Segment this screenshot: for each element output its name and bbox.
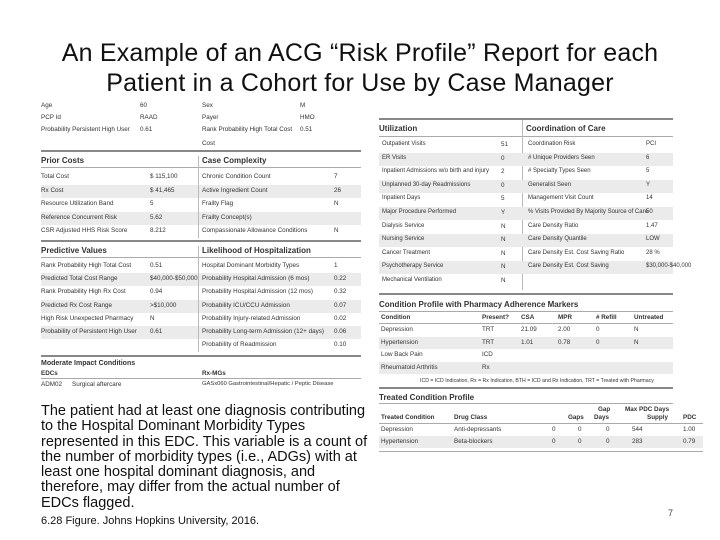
header-underline xyxy=(379,423,703,424)
treated-cell: 0 xyxy=(552,438,556,445)
table-label: Probability ICU/CCU Admission xyxy=(202,301,290,309)
treated-cell: 0 xyxy=(606,438,610,445)
condition-cell: Rx xyxy=(482,363,490,371)
table-label: Chronic Condition Count xyxy=(202,173,271,180)
section-divider xyxy=(41,355,361,357)
table-value: $40,000-$50,000 xyxy=(150,275,198,283)
treated-col-gaps: Gaps xyxy=(568,414,584,421)
utilization-value: 0 xyxy=(501,154,505,162)
table-label: Probability Hospital Admission (6 mos) xyxy=(202,275,310,283)
table-label: Predicted Rx Cost Range xyxy=(41,301,113,309)
coordination-value: 14 xyxy=(646,195,653,202)
table-value: 0.32 xyxy=(334,288,347,296)
utilization-label: Unplanned 30-day Readmissions xyxy=(382,181,471,188)
table-label: Rank Probability High Rx Cost xyxy=(41,288,126,296)
rxmg-column-header: Rx-MGs xyxy=(202,370,226,377)
utilization-value: N xyxy=(501,222,506,230)
figure-caption: 6.28 Figure. Johns Hopkins University, 2016. xyxy=(41,515,260,527)
coordination-value: 28 % xyxy=(646,249,660,256)
table-label: Active Ingredient Count xyxy=(202,186,268,194)
treated-cell: 0 xyxy=(578,426,582,433)
coordination-label: Management Visit Count xyxy=(528,195,594,202)
section-header-left: Predictive Values xyxy=(41,246,107,255)
table-value: 26 xyxy=(334,186,342,194)
table-value: N xyxy=(334,227,339,234)
page-number: 7 xyxy=(668,508,674,518)
table-label: Hospital Dominant Morbidity Types xyxy=(202,262,300,269)
treated-cell: Depression xyxy=(381,426,413,433)
table-value: 0.10 xyxy=(334,341,347,349)
condition-column-header: CSA xyxy=(521,314,535,321)
coordination-header: Coordination of Care xyxy=(526,124,606,133)
title-line-2: Patient in a Cohort for Use by Case Manager xyxy=(106,69,614,97)
header-underline xyxy=(379,403,673,404)
coordination-label: Care Density Est. Cost Saving xyxy=(528,263,609,270)
condition-cell: TRT xyxy=(482,338,495,346)
utilization-label: Nursing Service xyxy=(382,236,425,243)
treated-col-top-gap: Gap xyxy=(598,406,611,413)
table-label: Total Cost xyxy=(41,173,69,180)
condition-cell: Hypertension xyxy=(381,338,419,346)
treated-col-drug: Drug Class xyxy=(454,414,488,421)
coordination-value: 5 xyxy=(646,168,650,175)
utilization-label: Mechanical Ventilation xyxy=(382,277,442,283)
row-shade xyxy=(379,153,673,166)
treated-col-condition: Treated Condition xyxy=(381,414,435,421)
utilization-value: 5 xyxy=(501,195,505,203)
explanatory-note: The patient had at least one diagnosis contributing to the Hospital Dominant Morbidity Types represented in this EDC. This variable is a count of the number of morbidity types (i.e., ADGs) with at least one hospital dominant diagnosis, and therefore, may differ from the actual number of EDCs flagged. xyxy=(41,403,368,511)
table-label: Probability of Readmission xyxy=(202,341,277,349)
column-divider xyxy=(198,246,199,352)
utilization-value: 51 xyxy=(501,141,509,148)
demographic-value: 0.61 xyxy=(140,126,153,133)
header-underline xyxy=(41,167,361,168)
condition-cell: Depression xyxy=(381,326,413,333)
condition-cell: 0 xyxy=(596,326,600,333)
section-divider xyxy=(379,293,673,295)
demographic-label: Age xyxy=(41,102,53,109)
treated-col-days: Days xyxy=(594,414,610,421)
condition-column-header: Untreated xyxy=(634,314,664,321)
edc-description: Surgical aftercare xyxy=(72,381,122,388)
section-divider xyxy=(41,150,361,152)
table-label: Predicted Total Cost Range xyxy=(41,275,118,283)
coordination-label: % Visits Provided By Majority Source of Care xyxy=(528,209,648,215)
utilization-label: Major Procedure Performed xyxy=(382,209,457,215)
header-underline xyxy=(41,378,361,379)
section-divider xyxy=(379,387,673,389)
coordination-label: # Unique Providers Seen xyxy=(528,154,595,161)
condition-cell: N xyxy=(634,338,639,346)
utilization-label: ER Visits xyxy=(382,154,407,161)
condition-cell: 2.00 xyxy=(558,326,571,333)
condition-column-header: # Refill xyxy=(596,314,617,321)
treated-cell: 0 xyxy=(552,426,556,433)
demographic-value: M xyxy=(300,102,306,109)
demographic-value: 0.51 xyxy=(300,126,313,133)
utilization-label: Inpatient Days xyxy=(382,195,421,202)
utilization-value: N xyxy=(501,277,506,284)
utilization-value: 0 xyxy=(501,181,505,189)
table-value: 0.07 xyxy=(334,301,347,309)
table-value: 0.51 xyxy=(150,262,163,269)
table-label: Frailty Flag xyxy=(202,200,234,207)
table-value: 0.61 xyxy=(150,328,163,335)
table-value: 0.94 xyxy=(150,288,163,296)
coordination-value: LOW xyxy=(646,236,660,243)
condition-footnote: ICD = ICD Indication, Rx = Rx Indication, BTH = ICD and Rx Indication, TRT = Treated with Pharmacy xyxy=(420,378,654,384)
utilization-value: Y xyxy=(501,209,506,216)
treated-col-top-maxpdc: Max PDC Days xyxy=(625,406,670,413)
table-label: Compassionate Allowance Conditions xyxy=(202,227,308,234)
utilization-value: N xyxy=(501,236,506,244)
rxmg-value: GASx060 Gastrointestinal/Hepatic / Peptic Disease xyxy=(202,381,334,387)
table-value: 0.02 xyxy=(334,314,347,322)
table-label: Resource Utilization Band xyxy=(41,200,114,207)
coordination-label: Generalist Seen xyxy=(528,181,572,188)
utilization-label: Dialysis Service xyxy=(382,222,425,229)
utilization-header: Utilization xyxy=(379,124,418,133)
condition-cell: 0.78 xyxy=(558,338,571,346)
utilization-value: 2 xyxy=(501,168,505,176)
title-line-1: An Example of an ACG “Risk Profile” Report for each xyxy=(61,39,659,67)
utilization-label: Outpatient Visits xyxy=(382,141,426,147)
condition-cell: Low Back Pain xyxy=(381,351,423,358)
section-divider xyxy=(379,118,673,120)
condition-cell: 21.09 xyxy=(521,326,537,333)
header-underline xyxy=(379,136,673,137)
table-label: Frailty Concept(s) xyxy=(202,213,252,221)
demographic-label: Sex xyxy=(202,102,213,109)
header-underline xyxy=(379,311,673,312)
table-label: Rx Cost xyxy=(41,186,64,194)
condition-cell: ICD xyxy=(482,351,493,358)
demographic-label: Probability Persistent High User xyxy=(41,126,130,133)
moderate-header: Moderate Impact Conditions xyxy=(41,360,136,367)
table-value: 5.62 xyxy=(150,213,163,221)
coordination-value: $30,000-$40,000 xyxy=(646,263,692,270)
utilization-label: Cancer Treatment xyxy=(382,249,431,256)
table-value: 8.212 xyxy=(150,227,166,234)
slide-title xyxy=(0,38,720,98)
coordination-label: Care Density Est. Cost Saving Ratio xyxy=(528,249,625,256)
treated-cell: 0 xyxy=(578,438,582,445)
table-value: $ 41,465 xyxy=(150,186,175,194)
utilization-label: Inpatient Admissions w/o birth and injury xyxy=(382,168,490,175)
utilization-value: N xyxy=(501,263,506,271)
coordination-value: Y xyxy=(646,181,651,188)
demographic-label: Payer xyxy=(202,114,219,121)
condition-column-header: MPR xyxy=(558,314,572,321)
demographic-label-continued: Cost xyxy=(202,140,215,147)
treated-cell: 544 xyxy=(632,426,643,433)
column-divider xyxy=(198,156,199,238)
treated-cell: 0.79 xyxy=(683,438,696,445)
treated-cell: 1.00 xyxy=(683,426,696,433)
section-divider xyxy=(41,240,361,242)
treated-cell: 283 xyxy=(632,438,643,445)
utilization-value: N xyxy=(501,249,506,257)
demographic-value: RAAD xyxy=(140,114,158,121)
condition-cell: 0 xyxy=(596,338,600,346)
condition-cell: N xyxy=(634,326,639,333)
demographic-label: Rank Probability High Total Cost xyxy=(202,126,293,133)
coordination-value: PCI xyxy=(646,141,657,147)
condition-column-header: Present? xyxy=(482,314,509,321)
edc-column-header: EDCs xyxy=(41,370,58,377)
table-label: CSR Adjusted HHS Risk Score xyxy=(41,227,128,234)
treated-col-supply: Supply xyxy=(647,414,668,421)
coordination-value: 50 xyxy=(646,209,653,215)
condition-cell: Rheumatoid Arthritis xyxy=(381,363,438,371)
table-value: 1 xyxy=(334,262,338,269)
table-label: Probability Injury-related Admission xyxy=(202,314,301,322)
treated-col-pdc: PDC xyxy=(683,414,697,421)
table-value: >$10,000 xyxy=(150,301,177,309)
row-shade xyxy=(379,436,703,448)
table-value: 0.06 xyxy=(334,328,347,335)
table-label: High Risk Unexpected Pharmacy xyxy=(41,314,134,322)
table-value: N xyxy=(334,200,339,207)
section-header-left: Prior Costs xyxy=(41,156,85,165)
table-value: $ 115,100 xyxy=(150,173,178,180)
table-value: N xyxy=(150,314,155,322)
table-value: 5 xyxy=(150,200,154,207)
table-label: Probability Hospital Admission (12 mos) xyxy=(202,288,313,296)
treated-profile-header: Treated Condition Profile xyxy=(379,393,475,402)
condition-profile-header: Condition Profile with Pharmacy Adherence Markers xyxy=(379,300,579,309)
table-label: Rank Probability High Total Cost xyxy=(41,262,132,269)
table-label: Reference Concurrent Risk xyxy=(41,213,117,221)
treated-cell: Anti-depressants xyxy=(454,426,502,433)
coordination-value: 1.47 xyxy=(646,222,658,229)
header-underline xyxy=(379,323,673,324)
demographic-label: PCP Id xyxy=(41,114,61,121)
treated-cell: 0 xyxy=(606,426,610,433)
header-underline xyxy=(41,257,361,258)
section-header-right: Likelihood of Hospitalization xyxy=(202,246,311,255)
table-value: 0.22 xyxy=(334,275,347,283)
demographic-value: 60 xyxy=(140,102,148,109)
row-shade xyxy=(41,185,361,199)
condition-cell: TRT xyxy=(482,326,495,333)
utilization-label: Psychotherapy Service xyxy=(382,263,444,270)
table-label: Probability of Persistent High User xyxy=(41,328,137,335)
coordination-label: # Specialty Types Seen xyxy=(528,168,591,175)
coordination-value: 6 xyxy=(646,154,650,161)
demographic-value: HMO xyxy=(300,114,315,121)
coordination-label: Coordination Risk xyxy=(528,141,576,147)
table-value: 7 xyxy=(334,173,338,180)
table-bottom-line xyxy=(379,451,703,452)
table-label: Probability Long-term Admission (12+ days) xyxy=(202,328,324,335)
coordination-label: Care Density Quantile xyxy=(528,236,587,243)
coordination-label: Care Density Ratio xyxy=(528,222,579,229)
condition-cell: 1.01 xyxy=(521,338,534,346)
section-header-right: Case Complexity xyxy=(202,156,267,165)
condition-column-header: Condition xyxy=(381,314,411,321)
treated-cell: Beta-blockers xyxy=(454,438,493,445)
edc-code: ADM02 xyxy=(41,381,62,388)
treated-cell: Hypertension xyxy=(381,438,419,445)
